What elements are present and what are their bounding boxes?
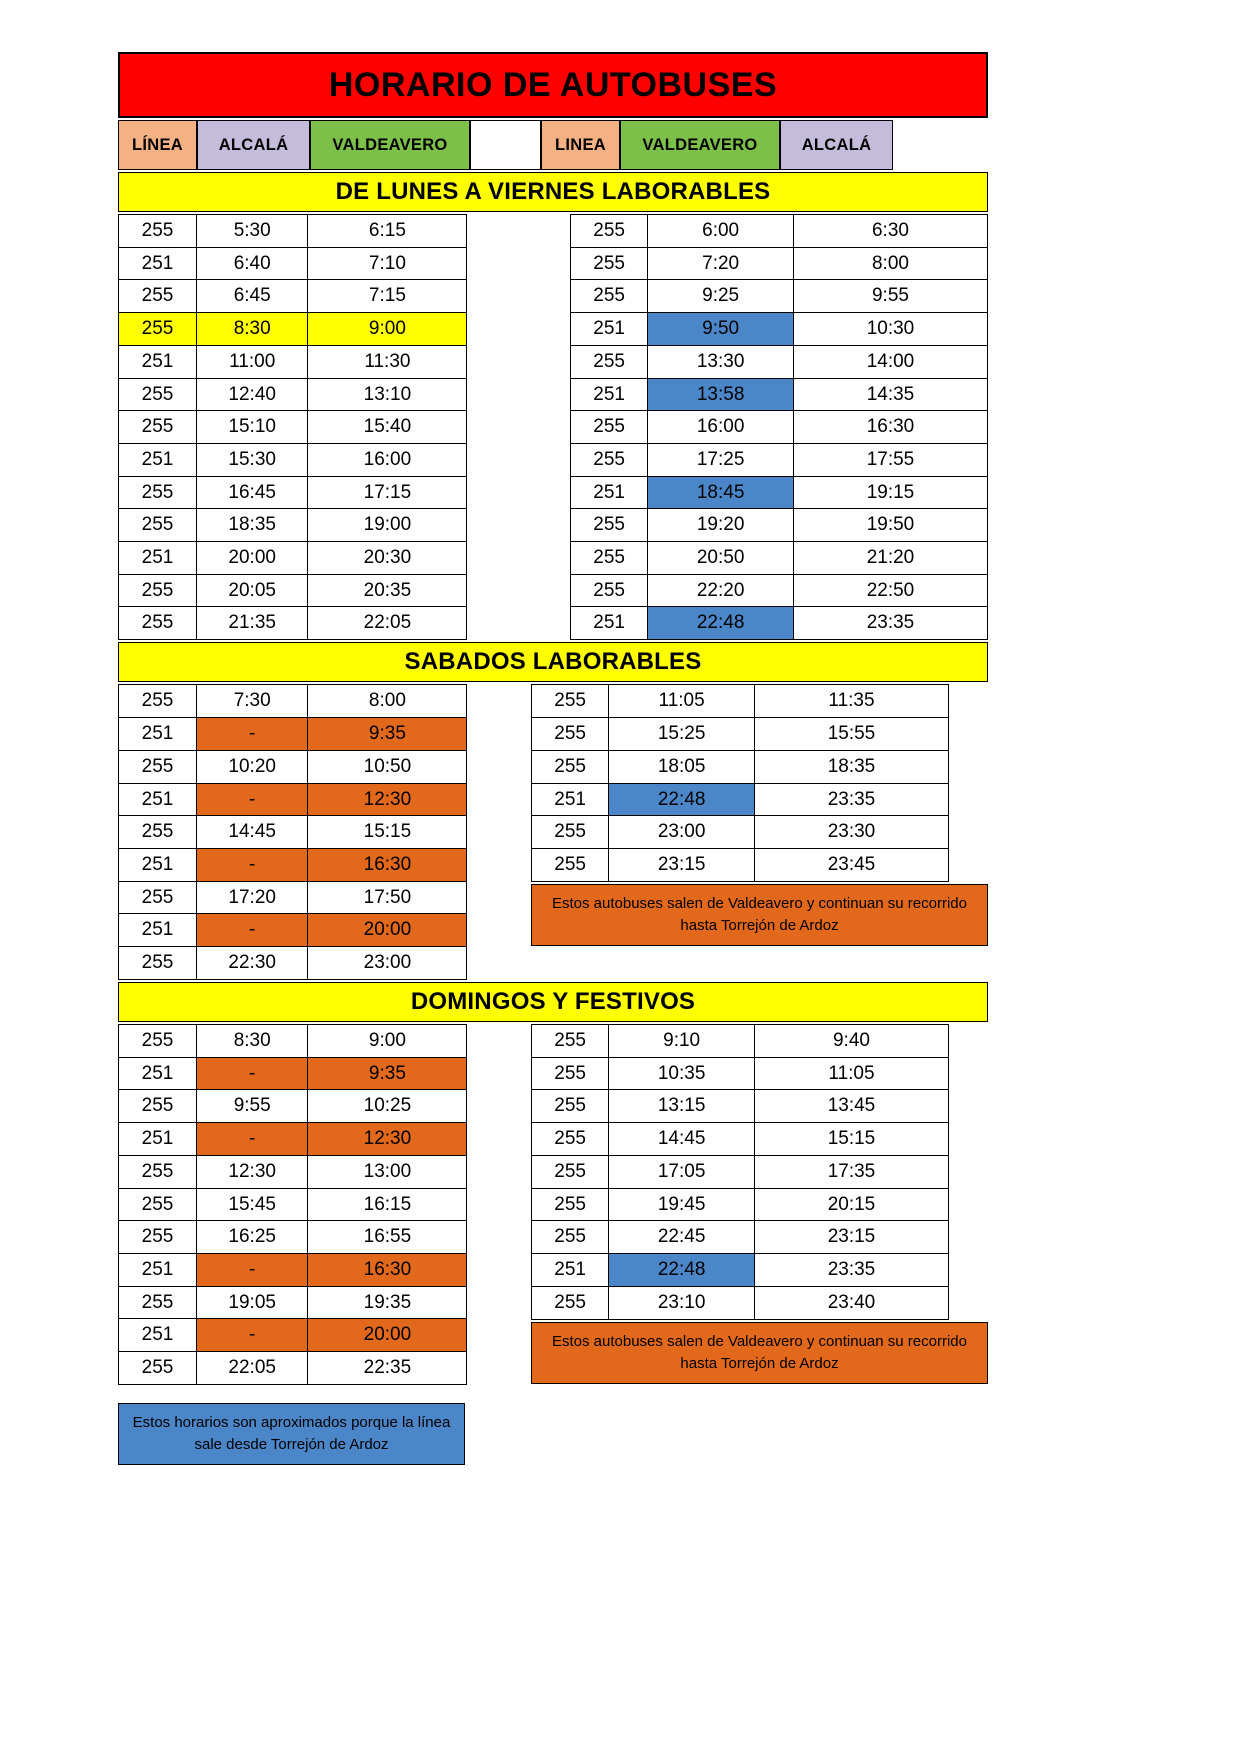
header-right-linea: LINEA (541, 120, 620, 170)
table-row (118, 849, 500, 882)
cell-origin-time: 17:20 (196, 881, 309, 915)
header-left-linea: LÍNEA (118, 120, 197, 170)
cell-origin-time: 15:45 (196, 1188, 309, 1222)
right-block-saturdays (531, 684, 988, 946)
table-row (570, 542, 988, 575)
cell-destination-time: 9:00 (307, 1024, 467, 1058)
cell-destination-time: 7:10 (307, 247, 467, 281)
cell-destination-time: 9:40 (754, 1024, 949, 1058)
cell-origin-time: 18:35 (196, 508, 309, 542)
cell-linea: 255 (118, 881, 197, 915)
cell-linea: 251 (118, 443, 197, 477)
table-row (118, 248, 536, 281)
cell-destination-time: 18:35 (754, 750, 949, 784)
cell-origin-time: 18:45 (647, 476, 794, 510)
cell-linea: 251 (118, 717, 197, 751)
table-row (118, 751, 500, 784)
cell-linea: 251 (570, 476, 648, 510)
cell-destination-time: 22:35 (307, 1351, 467, 1385)
cell-origin-time: 13:58 (647, 378, 794, 412)
section-note-saturdays: Estos autobuses salen de Valdeavero y continuan su recorrido hasta Torrejón de Ardoz (531, 884, 988, 946)
cell-destination-time: 15:15 (307, 815, 467, 849)
table-row (118, 1287, 500, 1320)
table-row (531, 1189, 949, 1222)
cell-destination-time: 15:15 (754, 1122, 949, 1156)
schedule-column-left (118, 214, 536, 640)
cell-linea: 255 (531, 848, 609, 882)
cell-linea: 255 (118, 815, 197, 849)
cell-linea: 255 (570, 214, 648, 248)
cell-origin-time: 10:20 (196, 750, 309, 784)
table-row (118, 510, 536, 543)
cell-linea: 255 (531, 1286, 609, 1320)
cell-linea: 255 (118, 750, 197, 784)
table-row (531, 684, 949, 718)
cell-destination-time: 14:35 (793, 378, 988, 412)
cell-origin-time: - (196, 913, 309, 947)
section-title-saturdays: SABADOS LABORABLES (118, 642, 988, 682)
table-row (118, 542, 536, 575)
header-left-alcala: ALCALÁ (197, 120, 310, 170)
cell-origin-time: 17:25 (647, 443, 794, 477)
cell-linea: 255 (118, 1351, 197, 1385)
cell-origin-time: 15:25 (608, 717, 755, 751)
cell-destination-time: 16:00 (307, 443, 467, 477)
cell-linea: 255 (118, 508, 197, 542)
column-header-row (118, 120, 988, 170)
cell-linea: 255 (570, 541, 648, 575)
table-row (118, 718, 500, 751)
cell-destination-time: 16:30 (793, 410, 988, 444)
cell-destination-time: 9:55 (793, 279, 988, 313)
cell-origin-time: 7:30 (196, 684, 309, 718)
table-row (531, 751, 949, 784)
cell-linea: 255 (570, 279, 648, 313)
cell-linea: 255 (531, 1220, 609, 1254)
schedule-sections (118, 172, 988, 1385)
table-row (570, 575, 988, 608)
cell-origin-time: 13:30 (647, 345, 794, 379)
cell-linea: 255 (118, 312, 197, 346)
cell-linea: 255 (531, 1122, 609, 1156)
cell-origin-time: 19:05 (196, 1286, 309, 1320)
table-row (118, 1156, 500, 1189)
cell-linea: 255 (531, 717, 609, 751)
cell-destination-time: 19:15 (793, 476, 988, 510)
cell-destination-time: 23:45 (754, 848, 949, 882)
cell-origin-time: 18:05 (608, 750, 755, 784)
footer-note-wrap (118, 1385, 988, 1465)
cell-linea: 255 (118, 476, 197, 510)
bus-schedule-document (118, 52, 988, 1465)
cell-origin-time: 6:00 (647, 214, 794, 248)
cell-destination-time: 20:15 (754, 1188, 949, 1222)
cell-origin-time: - (196, 848, 309, 882)
cell-origin-time: - (196, 783, 309, 817)
table-row (570, 608, 988, 641)
cell-linea: 255 (118, 410, 197, 444)
cell-origin-time: 23:00 (608, 815, 755, 849)
table-row (531, 1024, 949, 1058)
right-block-sundays (531, 1024, 988, 1384)
table-row (118, 784, 500, 817)
cell-linea: 251 (118, 1122, 197, 1156)
cell-destination-time: 16:15 (307, 1188, 467, 1222)
table-row (118, 608, 536, 641)
schedule-column-left (118, 684, 500, 980)
cell-origin-time: 10:35 (608, 1057, 755, 1091)
header-right-alcala: ALCALÁ (780, 120, 893, 170)
cell-origin-time: 12:40 (196, 378, 309, 412)
cell-linea: 251 (118, 1318, 197, 1352)
table-row (118, 1320, 500, 1353)
cell-destination-time: 17:35 (754, 1155, 949, 1189)
cell-destination-time: 19:50 (793, 508, 988, 542)
table-row (118, 346, 536, 379)
cell-origin-time: 20:50 (647, 541, 794, 575)
table-row (118, 882, 500, 915)
section-title-sundays: DOMINGOS Y FESTIVOS (118, 982, 988, 1022)
cell-linea: 255 (570, 574, 648, 608)
table-row (118, 1189, 500, 1222)
cell-destination-time: 13:45 (754, 1089, 949, 1123)
cell-linea: 255 (118, 214, 197, 248)
table-row (531, 784, 949, 817)
table-row (531, 1254, 949, 1287)
table-row (118, 412, 536, 445)
cell-destination-time: 23:35 (754, 783, 949, 817)
cell-linea: 255 (118, 574, 197, 608)
cell-destination-time: 23:30 (754, 815, 949, 849)
cell-destination-time: 16:55 (307, 1220, 467, 1254)
cell-destination-time: 10:30 (793, 312, 988, 346)
table-row (531, 817, 949, 850)
section-title-weekdays: DE LUNES A VIERNES LABORABLES (118, 172, 988, 212)
table-row (118, 1058, 500, 1091)
table-row (531, 1156, 949, 1189)
cell-origin-time: 22:48 (608, 1253, 755, 1287)
table-row (118, 817, 500, 850)
cell-origin-time: 9:50 (647, 312, 794, 346)
table-row (570, 412, 988, 445)
cell-origin-time: 19:45 (608, 1188, 755, 1222)
cell-destination-time: 7:15 (307, 279, 467, 313)
document-title-banner (118, 52, 988, 118)
table-row (570, 477, 988, 510)
cell-linea: 255 (570, 410, 648, 444)
table-row (570, 313, 988, 346)
cell-destination-time: 14:00 (793, 345, 988, 379)
cell-linea: 255 (531, 1188, 609, 1222)
cell-linea: 255 (118, 606, 197, 640)
cell-origin-time: 22:20 (647, 574, 794, 608)
cell-destination-time: 16:30 (307, 848, 467, 882)
cell-destination-time: 23:35 (754, 1253, 949, 1287)
section-body-sundays (118, 1024, 988, 1385)
table-row (570, 214, 988, 248)
cell-destination-time: 23:35 (793, 606, 988, 640)
cell-linea: 251 (118, 1057, 197, 1091)
cell-linea: 255 (118, 1155, 197, 1189)
table-row (531, 1123, 949, 1156)
cell-origin-time: 16:45 (196, 476, 309, 510)
table-row (118, 1254, 500, 1287)
cell-linea: 255 (570, 247, 648, 281)
table-row (118, 379, 536, 412)
table-row (570, 248, 988, 281)
table-row (118, 915, 500, 948)
table-row (570, 281, 988, 314)
cell-linea: 255 (570, 508, 648, 542)
cell-destination-time: 19:00 (307, 508, 467, 542)
cell-linea: 251 (570, 312, 648, 346)
table-row (531, 849, 949, 882)
cell-origin-time: - (196, 1122, 309, 1156)
cell-destination-time: 22:05 (307, 606, 467, 640)
cell-destination-time: 15:40 (307, 410, 467, 444)
cell-linea: 255 (118, 684, 197, 718)
cell-origin-time: 14:45 (196, 815, 309, 849)
cell-destination-time: 12:30 (307, 1122, 467, 1156)
cell-linea: 255 (570, 443, 648, 477)
cell-destination-time: 20:35 (307, 574, 467, 608)
cell-destination-time: 9:35 (307, 717, 467, 751)
cell-destination-time: 8:00 (793, 247, 988, 281)
cell-destination-time: 13:10 (307, 378, 467, 412)
cell-origin-time: 6:40 (196, 247, 309, 281)
cell-origin-time: - (196, 1253, 309, 1287)
schedule-column-right (570, 214, 988, 640)
cell-linea: 251 (118, 848, 197, 882)
cell-destination-time: 13:00 (307, 1155, 467, 1189)
cell-linea: 255 (118, 279, 197, 313)
cell-linea: 255 (118, 1188, 197, 1222)
cell-origin-time: 20:05 (196, 574, 309, 608)
table-row (570, 346, 988, 379)
schedule-column-right (531, 684, 949, 882)
table-row (118, 1222, 500, 1255)
cell-destination-time: 10:50 (307, 750, 467, 784)
cell-linea: 255 (570, 345, 648, 379)
cell-linea: 251 (570, 378, 648, 412)
table-row (118, 477, 536, 510)
section-body-saturdays (118, 684, 988, 980)
cell-origin-time: 20:00 (196, 541, 309, 575)
cell-origin-time: 9:55 (196, 1089, 309, 1123)
cell-origin-time: 17:05 (608, 1155, 755, 1189)
table-row (118, 313, 536, 346)
cell-linea: 255 (118, 1089, 197, 1123)
right-block-weekdays (570, 214, 988, 640)
cell-destination-time: 6:15 (307, 214, 467, 248)
cell-destination-time: 19:35 (307, 1286, 467, 1320)
cell-origin-time: - (196, 1318, 309, 1352)
cell-origin-time: 16:25 (196, 1220, 309, 1254)
cell-origin-time: 19:20 (647, 508, 794, 542)
cell-origin-time: - (196, 1057, 309, 1091)
cell-linea: 251 (118, 1253, 197, 1287)
cell-origin-time: 11:00 (196, 345, 309, 379)
cell-destination-time: 17:55 (793, 443, 988, 477)
table-row (531, 1058, 949, 1091)
cell-linea: 255 (531, 1057, 609, 1091)
cell-origin-time: 5:30 (196, 214, 309, 248)
table-row (531, 718, 949, 751)
cell-origin-time: 11:05 (608, 684, 755, 718)
cell-destination-time: 20:00 (307, 913, 467, 947)
cell-origin-time: 22:30 (196, 946, 309, 980)
cell-destination-time: 11:30 (307, 345, 467, 379)
cell-origin-time: 8:30 (196, 312, 309, 346)
cell-linea: 251 (118, 247, 197, 281)
cell-linea: 255 (531, 1155, 609, 1189)
cell-origin-time: 6:45 (196, 279, 309, 313)
cell-destination-time: 16:30 (307, 1253, 467, 1287)
cell-linea: 255 (118, 1286, 197, 1320)
cell-destination-time: 20:00 (307, 1318, 467, 1352)
cell-origin-time: 9:10 (608, 1024, 755, 1058)
cell-destination-time: 21:20 (793, 541, 988, 575)
cell-origin-time: 9:25 (647, 279, 794, 313)
table-row (118, 444, 536, 477)
cell-origin-time: 16:00 (647, 410, 794, 444)
table-row (570, 379, 988, 412)
cell-linea: 255 (118, 1220, 197, 1254)
cell-destination-time: 8:00 (307, 684, 467, 718)
cell-destination-time: 12:30 (307, 783, 467, 817)
cell-origin-time: 22:45 (608, 1220, 755, 1254)
table-row (118, 1024, 500, 1058)
section-body-weekdays (118, 214, 988, 640)
cell-destination-time: 6:30 (793, 214, 988, 248)
table-row (118, 947, 500, 980)
cell-linea: 251 (531, 1253, 609, 1287)
cell-origin-time: 23:15 (608, 848, 755, 882)
cell-linea: 255 (531, 815, 609, 849)
cell-destination-time: 11:05 (754, 1057, 949, 1091)
cell-linea: 251 (570, 606, 648, 640)
cell-origin-time: 23:10 (608, 1286, 755, 1320)
cell-destination-time: 9:35 (307, 1057, 467, 1091)
header-left-valdeavero: VALDEAVERO (310, 120, 470, 170)
cell-linea: 255 (531, 750, 609, 784)
table-row (118, 1123, 500, 1156)
table-row (118, 575, 536, 608)
schedule-column-left (118, 1024, 500, 1385)
cell-destination-time: 22:50 (793, 574, 988, 608)
section-note-sundays: Estos autobuses salen de Valdeavero y continuan su recorrido hasta Torrejón de Ardoz (531, 1322, 988, 1384)
footer-note: Estos horarios son aproximados porque la línea sale desde Torrejón de Ardoz (118, 1403, 465, 1465)
cell-linea: 255 (118, 378, 197, 412)
cell-origin-time: 13:15 (608, 1089, 755, 1123)
table-row (570, 444, 988, 477)
cell-destination-time: 15:55 (754, 717, 949, 751)
cell-linea: 251 (118, 783, 197, 817)
cell-origin-time: 22:48 (608, 783, 755, 817)
cell-linea: 255 (531, 1089, 609, 1123)
cell-linea: 251 (531, 783, 609, 817)
cell-linea: 255 (118, 946, 197, 980)
cell-origin-time: 15:10 (196, 410, 309, 444)
cell-origin-time: 22:48 (647, 606, 794, 640)
cell-linea: 251 (118, 345, 197, 379)
table-row (570, 510, 988, 543)
table-row (531, 1222, 949, 1255)
cell-origin-time: 14:45 (608, 1122, 755, 1156)
cell-destination-time: 23:00 (307, 946, 467, 980)
cell-origin-time: 12:30 (196, 1155, 309, 1189)
table-row (118, 214, 536, 248)
page-title: HORARIO DE AUTOBUSES (328, 65, 778, 104)
table-row (118, 1352, 500, 1385)
cell-linea: 255 (118, 1024, 197, 1058)
table-row (118, 684, 500, 718)
cell-destination-time: 11:35 (754, 684, 949, 718)
cell-destination-time: 10:25 (307, 1089, 467, 1123)
cell-origin-time: 22:05 (196, 1351, 309, 1385)
cell-linea: 251 (118, 913, 197, 947)
header-separator (470, 120, 541, 170)
table-row (531, 1091, 949, 1124)
table-row (531, 1287, 949, 1320)
cell-destination-time: 17:50 (307, 881, 467, 915)
cell-origin-time: 15:30 (196, 443, 309, 477)
table-row (118, 281, 536, 314)
cell-origin-time: 8:30 (196, 1024, 309, 1058)
cell-origin-time: - (196, 717, 309, 751)
cell-destination-time: 20:30 (307, 541, 467, 575)
table-row (118, 1091, 500, 1124)
cell-linea: 255 (531, 684, 609, 718)
cell-destination-time: 17:15 (307, 476, 467, 510)
header-right-valdeavero: VALDEAVERO (620, 120, 780, 170)
cell-destination-time: 9:00 (307, 312, 467, 346)
cell-linea: 251 (118, 541, 197, 575)
cell-destination-time: 23:15 (754, 1220, 949, 1254)
cell-linea: 255 (531, 1024, 609, 1058)
cell-origin-time: 21:35 (196, 606, 309, 640)
cell-destination-time: 23:40 (754, 1286, 949, 1320)
cell-origin-time: 7:20 (647, 247, 794, 281)
schedule-column-right (531, 1024, 949, 1320)
